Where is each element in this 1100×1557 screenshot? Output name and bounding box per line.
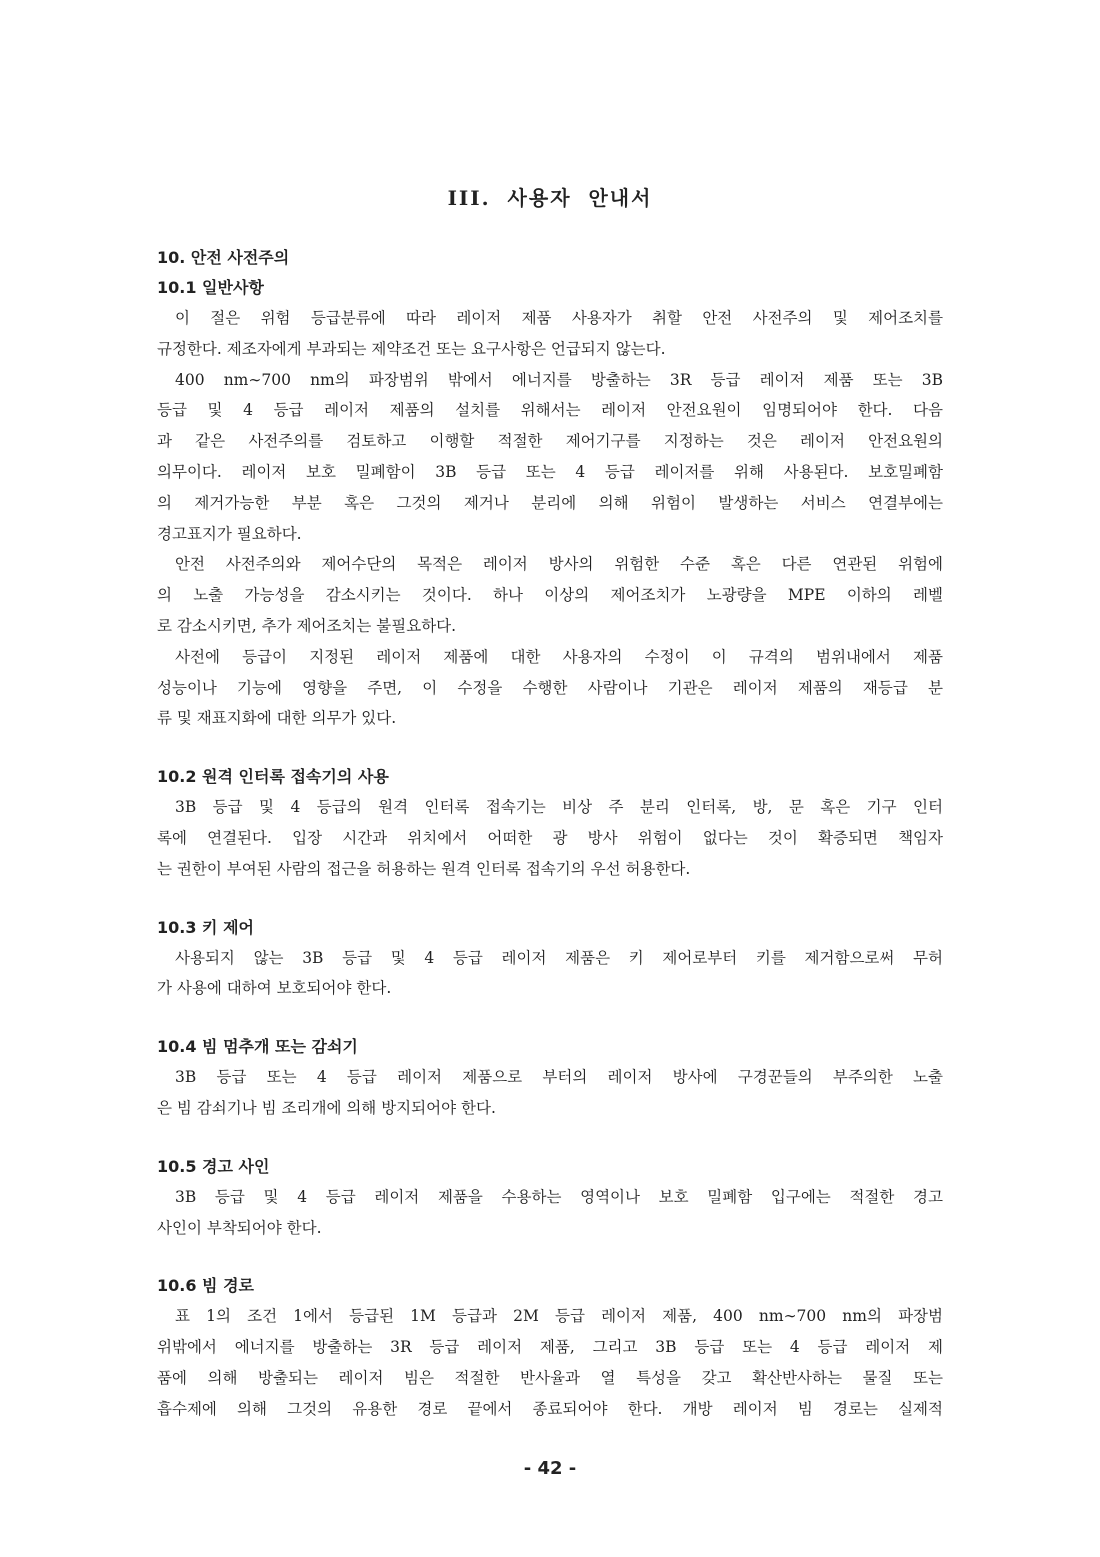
section-heading: 10.2 원격 인터록 접속기의 사용 [157,767,389,787]
text-line: 사용되지 않는 3B 등급 및 4 등급 레이저 제품은 키 제어로부터 키를 제거함으로써 무허 [175,948,943,967]
text-line: 품에 의해 방출되는 레이저 빔은 적절한 반사율과 열 특성을 갖고 확산반사하는 물질 또는 [157,1368,943,1387]
text-line: 흡수제에 의해 그것의 유용한 경로 끝에서 종료되어야 한다. 개방 레이저 빔 경로는 실제적 [157,1399,943,1418]
text-line: 안전 사전주의와 제어수단의 목적은 레이저 방사의 위험한 수준 혹은 다른 연관된 위험에 [175,555,943,574]
text-line: 3B 등급 및 4 등급의 원격 인터록 접속기는 비상 주 분리 인터록, 방, 문 혹은 기구 인터 [175,798,943,817]
text-line: 400 nm∼700 nm의 파장범위 밖에서 에너지를 방출하는 3R 등급 레이저 제품 또는 3B [175,370,943,389]
text-line: 사인이 부착되어야 한다. [157,1218,322,1237]
section-10-2 [157,762,943,884]
paragraph [157,943,943,1005]
text-line: 이 절은 위험 등급분류에 따라 레이저 제품 사용자가 취할 안전 사전주의 및 제어조치를 [175,309,943,327]
text-line: 위밖에서 에너지를 방출하는 3R 등급 레이저 제품, 그리고 3B 등급 또는 4 등급 레이저 제 [157,1338,943,1357]
section-heading: 10.3 키 제어 [157,917,254,937]
text-line: 가 사용에 대하여 보호되어야 한다. [157,979,392,998]
text-line: 3B 등급 및 4 등급 레이저 제품을 수용하는 영역이나 보호 밀폐함 입구에는 적절한 경고 [175,1187,943,1206]
text-line: 의 노출 가능성을 감소시키는 것이다. 하나 이상의 제어조치가 노광량을 MPE 이하의 레벨 [157,586,943,605]
text-line: 등급 및 4 등급 레이저 제품의 설치를 위해서는 레이저 안전요원이 임명되어야 한다. 다음 [157,401,943,420]
text-line: 의 제거가능한 부분 혹은 그것의 제거나 분리에 의해 위험이 발생하는 서비스 연결부에는 [157,493,943,512]
section-heading: 10.4 빔 멈추개 또는 감쇠기 [157,1037,358,1057]
text-line: 표 1의 조건 1에서 등급된 1M 등급과 2M 등급 레이저 제품, 400 nm∼700 nm의 파장범 [175,1307,943,1326]
page-number: - 42 - [523,1458,577,1479]
spacer [157,1124,943,1152]
paragraph [157,1062,943,1124]
text-line: 사전에 등급이 지정된 레이저 제품에 대한 사용자의 수정이 이 규격의 범위내에서 제품 [175,647,943,666]
text-line: 성능이나 기능에 영향을 주면, 이 수정을 수행한 사람이나 기관은 레이저 제품의 재등급 분 [157,678,943,697]
paragraph [157,1301,943,1424]
text-line: 경고표지가 필요하다. [157,524,302,543]
paragraph [157,642,943,734]
paragraph [157,1182,943,1244]
paragraph [157,792,943,884]
text-line: 록에 연결된다. 입장 시간과 위치에서 어떠한 광 방사 위험이 없다는 것이 확증되면 책임자 [157,828,943,847]
section-10-5 [157,1152,943,1244]
section-10-6 [157,1271,943,1424]
paragraph [157,365,943,550]
section-heading: 10.6 빔 경로 [157,1276,254,1296]
section-10 [157,243,943,273]
section-heading: 10.1 일반사항 [157,278,264,297]
paragraph [157,303,943,365]
text-line: 은 빔 감쇠기나 빔 조리개에 의해 방지되어야 한다. [157,1098,496,1117]
text-line: 의무이다. 레이저 보호 밀폐함이 3B 등급 또는 4 등급 레이저를 위해 사용된다. 보호밀폐함 [157,462,943,481]
section-10-3 [157,913,943,1005]
spacer [157,1243,943,1271]
spacer [157,734,943,762]
section-10-1 [157,273,943,734]
spacer [157,885,943,913]
text-line: 규정한다. 제조자에게 부과되는 제약조건 또는 요구사항은 언급되지 않는다. [157,339,666,358]
document-body [157,243,943,1425]
text-line: 류 및 재표지화에 대한 의무가 있다. [157,709,397,728]
text-line: 과 같은 사전주의를 검토하고 이행할 적절한 제어기구를 지정하는 것은 레이저 안전요원의 [157,432,943,451]
text-line: 3B 등급 또는 4 등급 레이저 제품으로 부터의 레이저 방사에 구경꾼들의 부주의한 노출 [175,1068,943,1087]
spacer [157,1004,943,1032]
chapter-title: III. 사용자 안내서 [447,186,653,210]
section-heading: 10.5 경고 사인 [157,1156,270,1176]
paragraph [157,549,943,641]
text-line: 는 권한이 부여된 사람의 접근을 허용하는 원격 인터록 접속기의 우선 허용한다. [157,859,691,878]
text-line: 로 감소시키면, 추가 제어조치는 불필요하다. [157,616,457,635]
section-heading: 10. 안전 사전주의 [157,248,290,267]
section-10-4 [157,1032,943,1124]
